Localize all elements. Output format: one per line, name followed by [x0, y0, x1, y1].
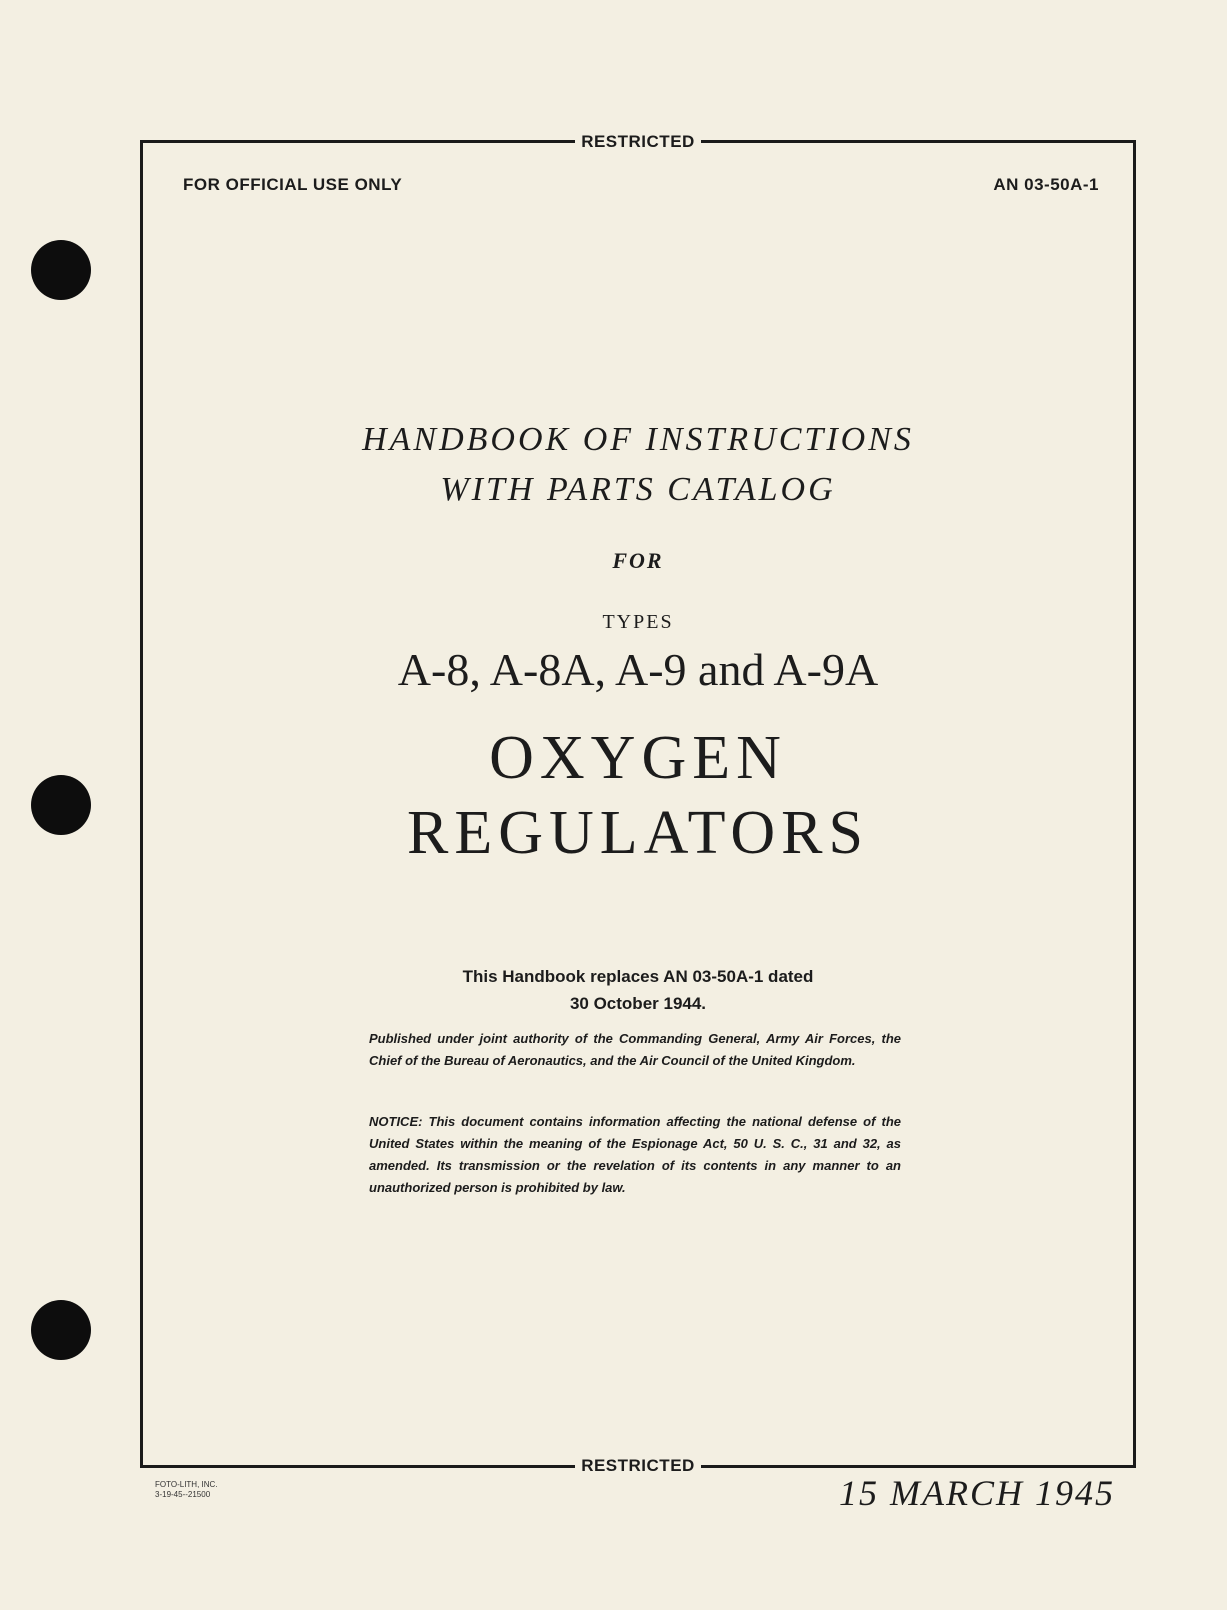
replaces-line-1: This Handbook replaces AN 03-50A-1 dated [462, 967, 814, 986]
title-line-1: HANDBOOK OF INSTRUCTIONS [362, 421, 914, 458]
title-for: FOR [612, 548, 664, 573]
printer-line-1: FOTO-LITH, INC. [155, 1480, 218, 1489]
subject-line-2: REGULATORS [407, 799, 869, 867]
model-list: A-8, A-8A, A-9 and A-9A [397, 644, 879, 695]
restricted-bottom-label: RESTRICTED [143, 1456, 1133, 1476]
printer-mark [155, 1480, 218, 1500]
restricted-top-label: RESTRICTED [143, 132, 1133, 152]
replaces-notice [143, 963, 1133, 1017]
punch-hole-bottom [31, 1300, 91, 1360]
subject-line-1: OXYGEN [489, 724, 787, 792]
replaces-line-2: 30 October 1944. [569, 994, 707, 1013]
page-frame [140, 132, 1136, 1475]
authority-paragraph: Published under joint authority of the Commanding General, Army Air Forces, the Chief of the Bureau of Aeronautics, and the Air Council of the United Kingdom. [369, 1031, 901, 1068]
publication-date: 15 MARCH 1945 [839, 1473, 1115, 1513]
official-use-label: FOR OFFICIAL USE ONLY [183, 175, 403, 194]
punch-hole-middle [31, 775, 91, 835]
printer-line-2: 3-19-45--21500 [155, 1490, 211, 1499]
title-line-2: WITH PARTS CATALOG [440, 471, 836, 508]
punch-hole-top [31, 240, 91, 300]
security-notice-paragraph: NOTICE: This document contains information affecting the national defense of the United States within the meaning of the Espionage Act, 50 U. S. C., 31 and 32, as amended. Its transmission or the revelation of its contents in any manner to an unauthorized person is prohibited by law. [369, 1114, 901, 1195]
types-label: TYPES [602, 611, 674, 633]
document-number: AN 03-50A-1 [993, 175, 1099, 194]
